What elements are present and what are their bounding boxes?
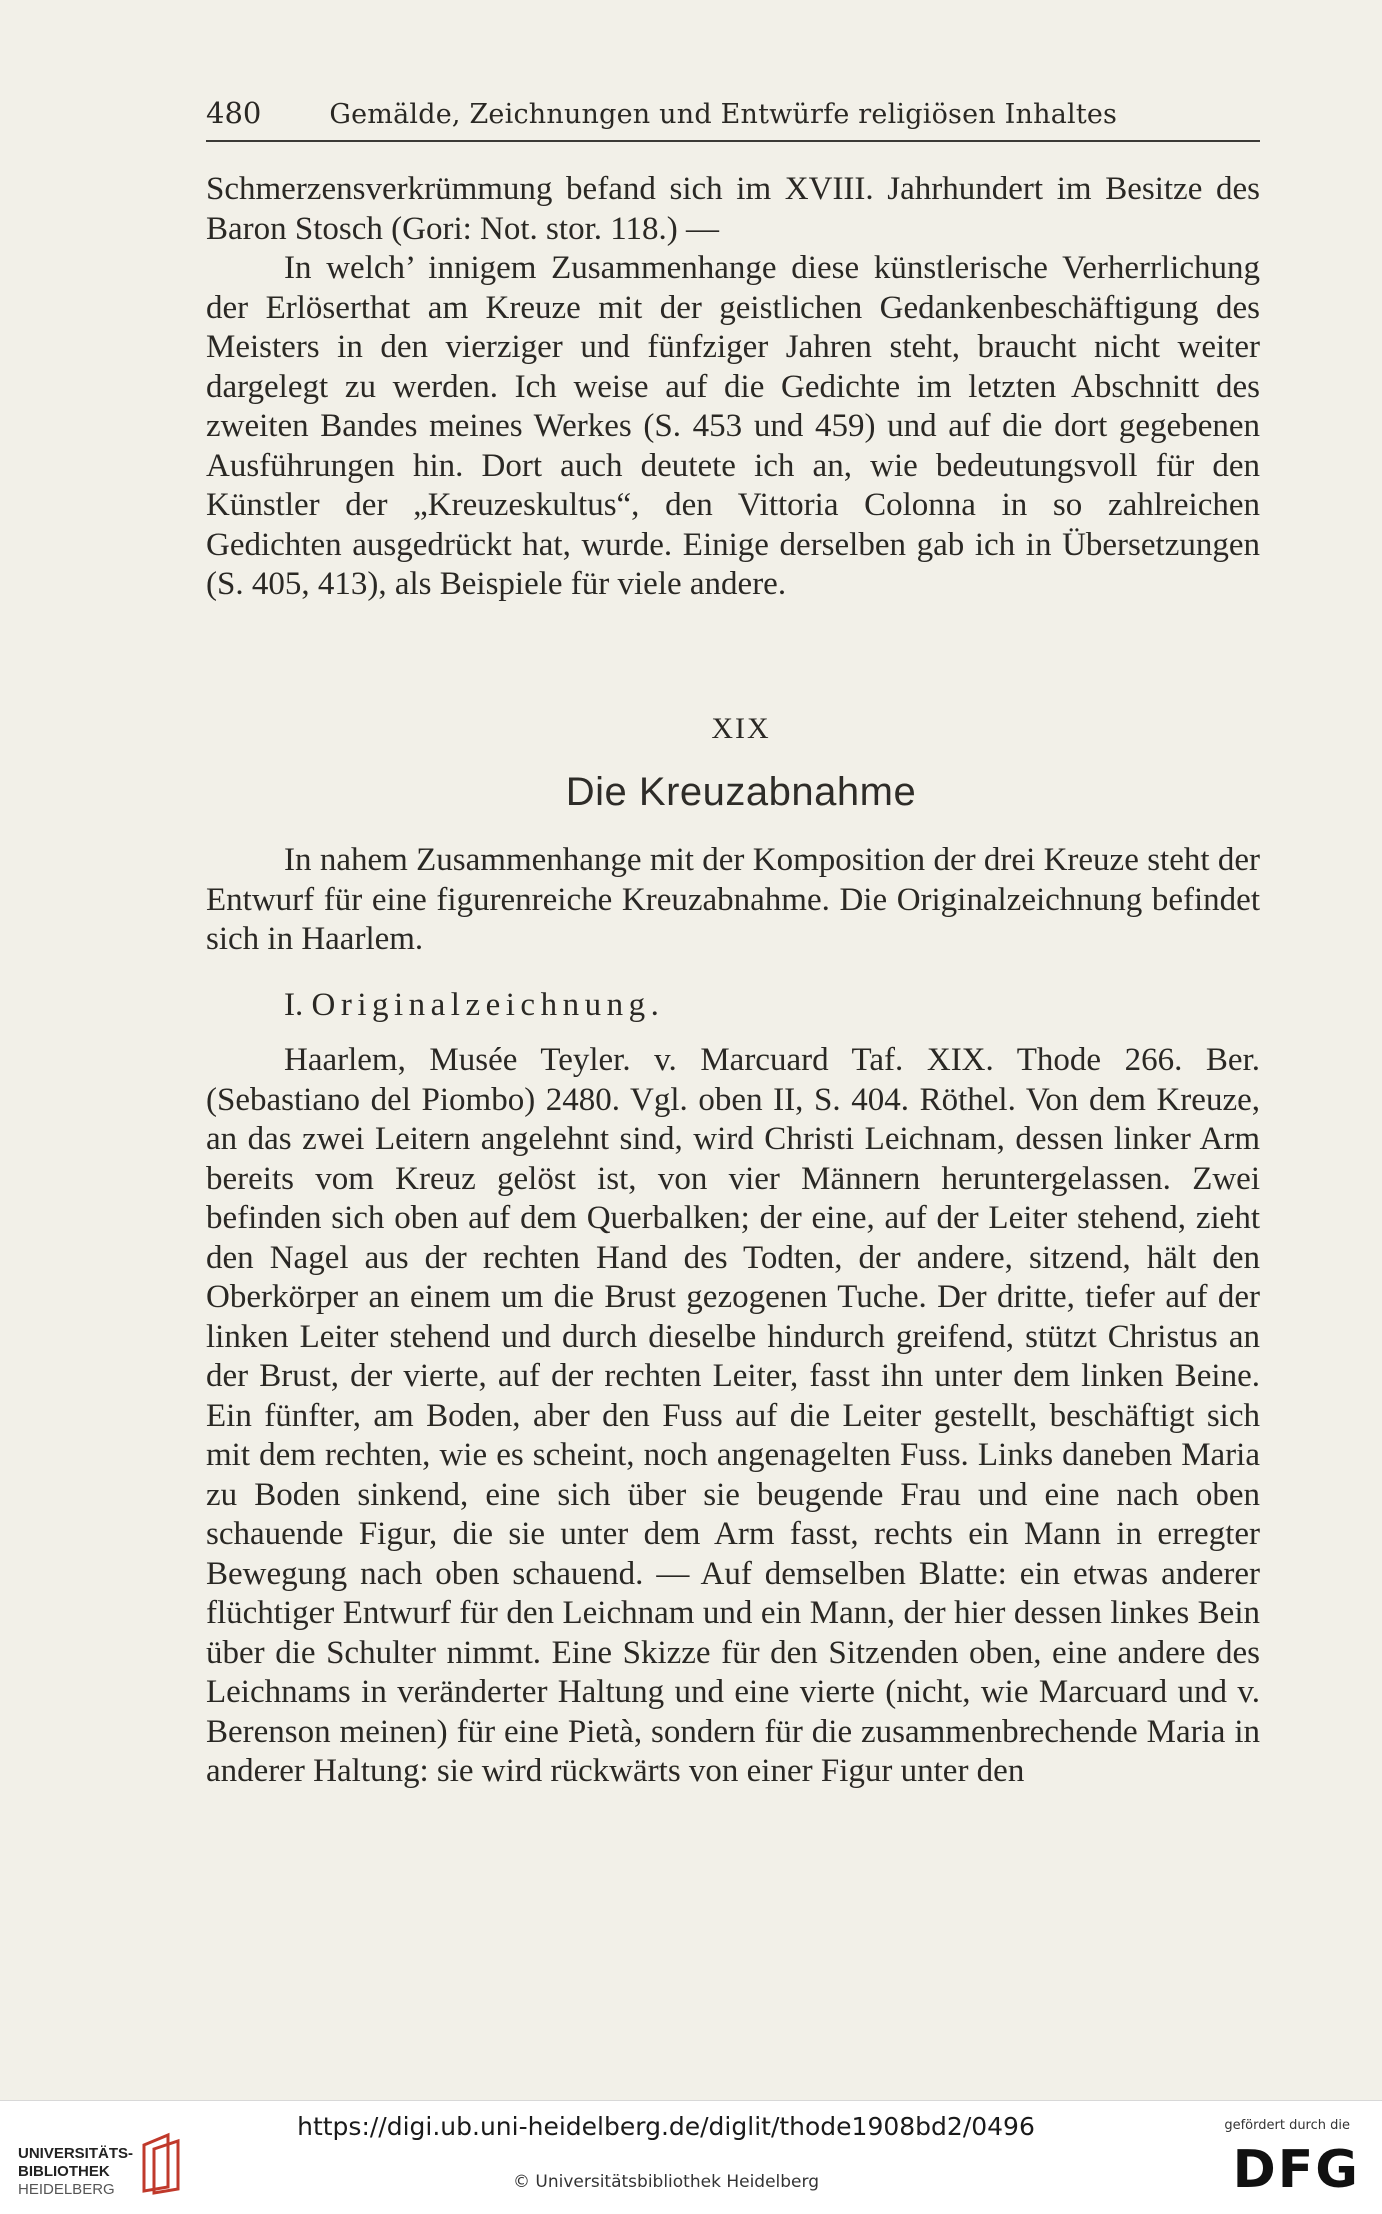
paragraph: In welch’ innigem Zusammenhange diese künstlerische Verherrlichung der Erlöserthat am Kreuze mit der geistlichen Gedankenbeschäftigung des Meisters in den vierziger und fünfziger Jahren steht, braucht nicht weiter dargelegt zu werden. Ich weise auf die Gedichte im letzten Abschnitt des zweiten Bandes meines Werkes (S. 453 und 459) und auf die dort gegebenen Ausführungen hin. Dort auch deutete ich an, wie bedeutungsvoll für den Künstler der „Kreuzeskultus“, den Vittoria Colonna in so zahlreichen Gedichten ausgedrückt hat, wurde. Einige derselben gab ich in Übersetzungen (S. 405, 413), als Beispiele für viele andere. [206,250,1260,602]
dfg-logo: DFG [1232,2140,1360,2200]
paragraph: Schmerzensverkrümmung befand sich im XVIII. Jahrhundert im Besitze des Baron Stosch (Gori: Not. stor. 118.) — [206,171,1260,247]
text-block-description [206,1041,1260,1792]
paragraph: In nahem Zusammenhange mit der Komposition der drei Kreuze steht der Entwurf für eine figurenreiche Kreuzabnahme. Die Originalzeichnung befindet sich in Haarlem. [206,842,1260,957]
section-subheading [284,987,664,1024]
library-name-line: BIBLIOTHEK [18,2163,110,2180]
funding-note: gefördert durch die [1224,2118,1350,2133]
running-header [206,96,1260,142]
text-block-chapter-intro [206,841,1260,960]
library-name-line: UNIVERSITÄTS- [18,2145,134,2162]
section-number: I. [284,987,304,1023]
section-label: Originalzeichnung. [311,987,665,1023]
copyright-notice: © Universitätsbibliothek Heidelberg [512,2172,819,2192]
running-title: Gemälde, Zeichnungen und Entwürfe religiösen Inhaltes [329,99,1118,130]
chapter-number: XIX [711,712,771,745]
text-block-intro [206,170,1260,605]
library-name-line: HEIDELBERG [18,2181,115,2198]
chapter-title: Die Kreuzabnahme [565,770,917,814]
paragraph: Haarlem, Musée Teyler. v. Marcuard Taf. XIX. Thode 266. Ber. (Sebastiano del Piombo) 2480. Vgl. oben II, S. 404. Röthel. Von dem Kreuze, an das zwei Leitern angelehnt sind, wird Christi Leichnam, dessen linker Arm bereits vom Kreuz gelöst ist, von vier Männern heruntergelassen. Zwei befinden sich oben auf dem Querbalken; der eine, auf der Leiter stehend, zieht den Nagel aus der rechten Hand des Todten, der andere, sitzend, hält den Oberkörper an einem um die Brust gezogenen Tuche. Der dritte, tiefer auf der linken Leiter stehend und durch dieselbe hindurch greifend, stützt Christus an der Brust, der vierte, auf der rechten Leiter, fasst ihn unter dem linken Beine. Ein fünfter, am Boden, aber den Fuss auf die Leiter gestellt, beschäftigt sich mit dem rechten, wie es scheint, noch angenagelten Fuss. Links daneben Maria zu Boden sinkend, eine sich über sie beugende Frau und eine nach oben schauende Figur, die sie unter dem Arm fasst, rechts ein Mann in erregter Bewegung nach oben schauend. — Auf demselben Blatte: ein etwas anderer flüchtiger Entwurf für den Leichnam und ein Mann, der hier dessen linkes Bein über die Schulter nimmt. Eine Skizze für den Sitzenden oben, eine andere des Leichnams in veränderter Haltung und eine vierte (nicht, wie Marcuard und v. Berenson meinen) für eine Pietà, sondern für die zusammenbrechende Maria in anderer Haltung: sie wird rückwärts von einer Figur unter den [206,1042,1260,1789]
page-number: 480 [206,96,262,130]
permalink-url[interactable]: https://digi.ub.uni-heidelberg.de/diglit/thode1908bd2/0496 [297,2112,1035,2141]
